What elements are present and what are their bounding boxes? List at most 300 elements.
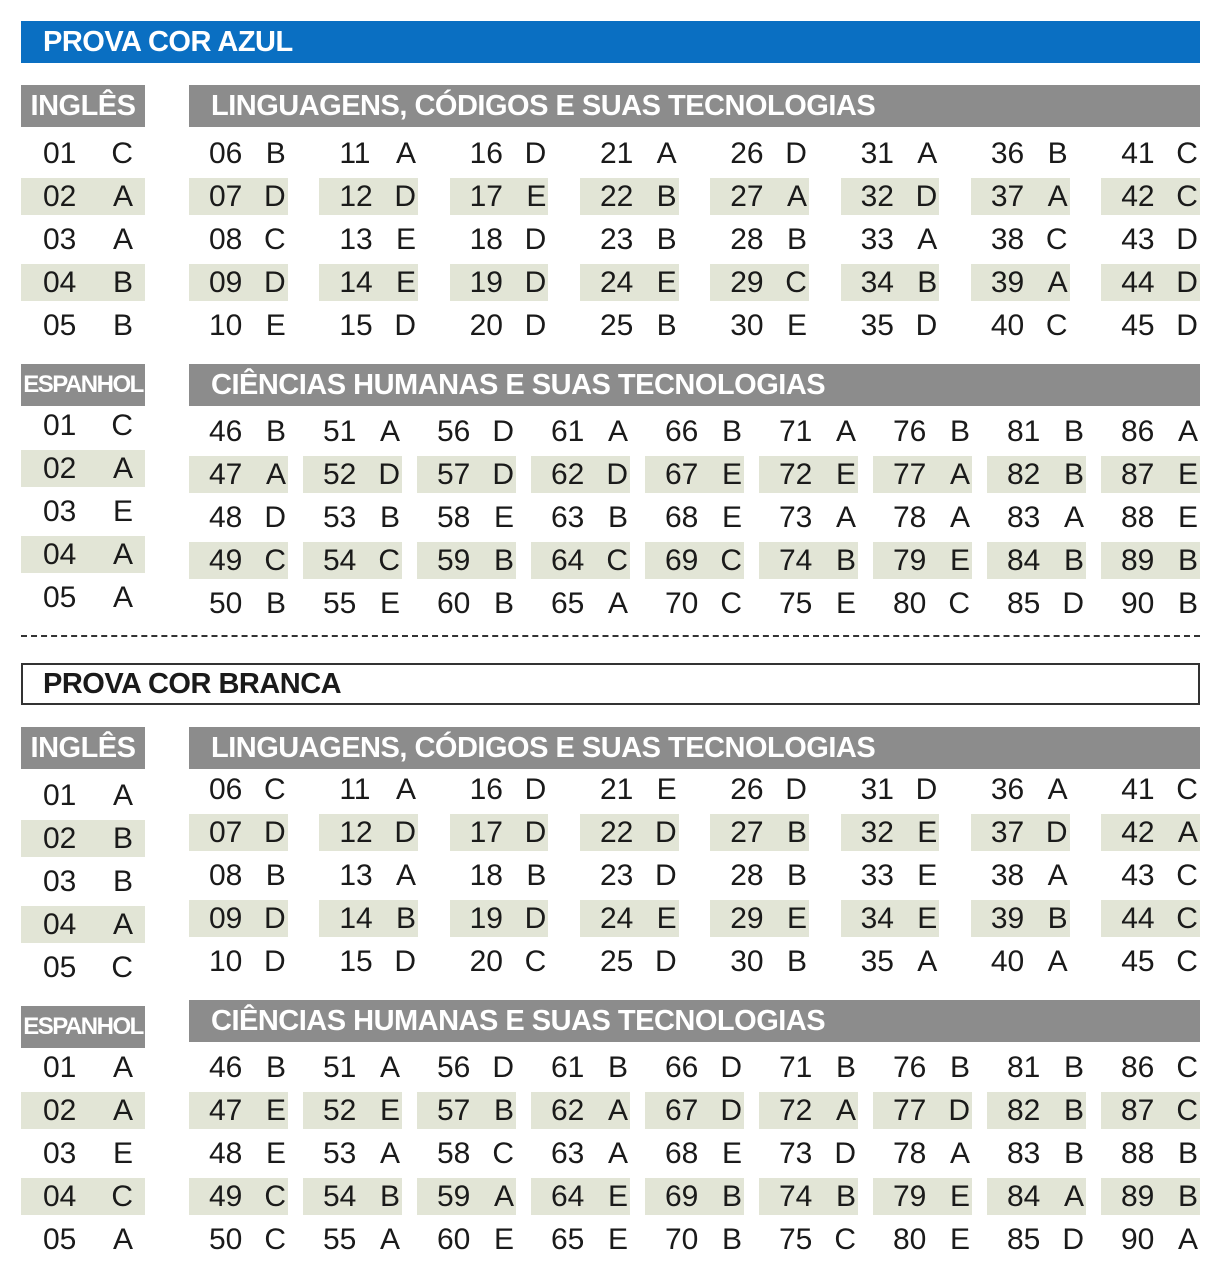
question-number: 76 bbox=[893, 414, 927, 448]
question-number: 20 bbox=[469, 308, 503, 342]
answer-letter: B bbox=[396, 901, 417, 935]
answer-cell bbox=[450, 771, 549, 808]
answer-cell bbox=[1101, 1049, 1200, 1086]
question-number: 71 bbox=[779, 414, 813, 448]
answer-cell bbox=[21, 1092, 145, 1129]
answer-cell bbox=[319, 857, 418, 894]
answer-letter: E bbox=[265, 1093, 286, 1127]
answer-cell bbox=[645, 1135, 744, 1172]
answer-cell bbox=[873, 499, 972, 536]
answer-letter: D bbox=[834, 1136, 856, 1170]
question-number: 02 bbox=[43, 451, 77, 485]
answer-letter: B bbox=[1047, 901, 1068, 935]
question-number: 83 bbox=[1007, 500, 1041, 534]
answer-letter: D bbox=[394, 815, 417, 849]
azul-ingles-header: INGLÊS bbox=[21, 85, 145, 127]
answer-letter: B bbox=[721, 1179, 742, 1213]
answer-letter: B bbox=[379, 1179, 400, 1213]
answer-cell bbox=[21, 536, 145, 573]
answer-cell bbox=[759, 499, 858, 536]
question-number: 45 bbox=[1121, 308, 1155, 342]
question-number: 84 bbox=[1007, 1179, 1041, 1213]
question-number: 27 bbox=[730, 179, 764, 213]
answer-cell bbox=[580, 943, 679, 980]
answer-cell bbox=[1101, 456, 1200, 493]
question-number: 03 bbox=[43, 494, 77, 528]
answer-letter: A bbox=[607, 414, 628, 448]
answer-cell bbox=[319, 135, 418, 172]
question-number: 39 bbox=[990, 901, 1025, 935]
answer-row bbox=[189, 1178, 1200, 1215]
question-number: 25 bbox=[599, 944, 634, 978]
answer-letter: C bbox=[1176, 772, 1198, 806]
answer-letter: D bbox=[606, 457, 628, 491]
answer-letter: B bbox=[1177, 543, 1198, 577]
answer-letter: D bbox=[524, 772, 547, 806]
answer-letter: A bbox=[379, 1050, 400, 1084]
answer-letter: A bbox=[1063, 500, 1084, 534]
question-number: 42 bbox=[1121, 179, 1155, 213]
answer-cell bbox=[303, 585, 402, 622]
answer-row bbox=[189, 1135, 1200, 1172]
answer-row bbox=[189, 264, 1200, 301]
answer-cell bbox=[21, 949, 145, 986]
answer-cell bbox=[1101, 221, 1200, 258]
azul-ingles-answers bbox=[21, 135, 145, 350]
question-number: 58 bbox=[437, 1136, 471, 1170]
answer-cell bbox=[450, 814, 549, 851]
answer-letter: A bbox=[949, 457, 970, 491]
question-number: 72 bbox=[779, 1093, 813, 1127]
answer-cell bbox=[450, 943, 549, 980]
answer-cell bbox=[303, 1178, 402, 1215]
answer-cell bbox=[319, 221, 418, 258]
question-number: 74 bbox=[779, 543, 813, 577]
question-number: 88 bbox=[1121, 1136, 1155, 1170]
question-number: 79 bbox=[893, 543, 927, 577]
answer-cell bbox=[841, 771, 940, 808]
answer-cell bbox=[1101, 1135, 1200, 1172]
answer-letter: E bbox=[656, 265, 677, 299]
question-number: 23 bbox=[599, 222, 634, 256]
answer-cell bbox=[21, 906, 145, 943]
answer-cell bbox=[417, 499, 516, 536]
answer-letter: A bbox=[396, 858, 417, 892]
question-number: 68 bbox=[665, 1136, 699, 1170]
question-number: 15 bbox=[339, 944, 373, 978]
answer-cell bbox=[580, 900, 679, 937]
answer-cell bbox=[189, 221, 288, 258]
answer-cell bbox=[710, 135, 809, 172]
question-number: 75 bbox=[779, 586, 813, 620]
answer-letter: D bbox=[1062, 586, 1084, 620]
answer-cell bbox=[841, 857, 940, 894]
answer-letter: B bbox=[786, 944, 807, 978]
question-number: 07 bbox=[209, 815, 243, 849]
question-number: 71 bbox=[779, 1050, 813, 1084]
question-number: 60 bbox=[437, 1222, 471, 1256]
answer-letter: D bbox=[1176, 308, 1198, 342]
answer-letter: A bbox=[1177, 414, 1198, 448]
answer-letter: C bbox=[111, 408, 133, 442]
answer-cell bbox=[987, 1092, 1086, 1129]
question-number: 39 bbox=[990, 265, 1025, 299]
answer-cell bbox=[189, 1092, 288, 1129]
answer-letter: C bbox=[111, 1179, 133, 1213]
answer-cell bbox=[759, 1135, 858, 1172]
answer-cell bbox=[759, 413, 858, 450]
answer-letter: E bbox=[1177, 457, 1198, 491]
answer-letter: E bbox=[917, 858, 938, 892]
question-number: 38 bbox=[990, 222, 1025, 256]
answer-letter: B bbox=[265, 586, 286, 620]
answer-cell bbox=[841, 307, 940, 344]
answer-cell bbox=[873, 1221, 972, 1258]
answer-letter: E bbox=[396, 265, 417, 299]
answer-letter: E bbox=[379, 586, 400, 620]
answer-cell bbox=[971, 135, 1070, 172]
answer-cell bbox=[531, 456, 630, 493]
question-number: 89 bbox=[1121, 1179, 1155, 1213]
question-number: 17 bbox=[469, 179, 503, 213]
branca-espanhol-answers bbox=[21, 1049, 145, 1264]
answer-letter: C bbox=[606, 543, 628, 577]
question-number: 23 bbox=[599, 858, 634, 892]
answer-letter: B bbox=[112, 308, 133, 342]
answer-letter: D bbox=[264, 901, 286, 935]
answer-cell bbox=[1101, 178, 1200, 215]
question-number: 70 bbox=[665, 1222, 699, 1256]
question-number: 24 bbox=[599, 901, 634, 935]
question-number: 34 bbox=[860, 265, 894, 299]
answer-row bbox=[189, 1092, 1200, 1129]
branca-ingles-header: INGLÊS bbox=[21, 727, 145, 769]
question-number: 26 bbox=[730, 772, 764, 806]
question-number: 84 bbox=[1007, 543, 1041, 577]
answer-cell bbox=[450, 264, 549, 301]
question-number: 06 bbox=[209, 772, 243, 806]
answer-letter: B bbox=[1177, 586, 1198, 620]
answer-letter: C bbox=[111, 136, 133, 170]
answer-cell bbox=[873, 1049, 972, 1086]
answer-letter: C bbox=[1176, 136, 1198, 170]
question-number: 59 bbox=[437, 543, 471, 577]
branca-humanas-header: CIÊNCIAS HUMANAS E SUAS TECNOLOGIAS bbox=[189, 1000, 1200, 1042]
answer-cell bbox=[303, 1049, 402, 1086]
question-number: 29 bbox=[730, 901, 764, 935]
answer-cell bbox=[450, 178, 549, 215]
answer-letter: C bbox=[264, 1179, 286, 1213]
question-number: 80 bbox=[893, 1222, 927, 1256]
answer-cell bbox=[971, 221, 1070, 258]
answer-letter: E bbox=[721, 457, 742, 491]
answer-letter: D bbox=[394, 179, 417, 213]
answer-letter: E bbox=[379, 1093, 400, 1127]
question-number: 45 bbox=[1121, 944, 1155, 978]
answer-cell bbox=[1101, 1092, 1200, 1129]
answer-cell bbox=[319, 814, 418, 851]
question-number: 49 bbox=[209, 543, 243, 577]
azul-humanas-grid bbox=[189, 413, 1200, 628]
question-number: 81 bbox=[1007, 414, 1041, 448]
answer-cell bbox=[21, 407, 145, 444]
answer-letter: E bbox=[917, 815, 938, 849]
question-number: 05 bbox=[43, 308, 77, 342]
answer-cell bbox=[971, 771, 1070, 808]
answer-letter: E bbox=[721, 500, 742, 534]
question-number: 80 bbox=[893, 586, 927, 620]
answer-cell bbox=[189, 1221, 288, 1258]
question-number: 40 bbox=[990, 944, 1025, 978]
answer-letter: E bbox=[112, 494, 133, 528]
answer-cell bbox=[450, 900, 549, 937]
question-number: 31 bbox=[860, 772, 894, 806]
question-number: 19 bbox=[469, 265, 503, 299]
answer-letter: A bbox=[112, 537, 133, 571]
answer-cell bbox=[1101, 135, 1200, 172]
answer-cell bbox=[21, 863, 145, 900]
answer-cell bbox=[987, 585, 1086, 622]
answer-letter: D bbox=[264, 179, 286, 213]
question-number: 51 bbox=[323, 414, 357, 448]
answer-cell bbox=[987, 1178, 1086, 1215]
answer-cell bbox=[531, 1135, 630, 1172]
answer-cell bbox=[450, 135, 549, 172]
answer-cell bbox=[841, 814, 940, 851]
answer-cell bbox=[971, 264, 1070, 301]
answer-letter: A bbox=[949, 500, 970, 534]
answer-letter: B bbox=[493, 586, 514, 620]
answer-cell bbox=[21, 135, 145, 172]
answer-letter: B bbox=[656, 222, 677, 256]
question-number: 52 bbox=[323, 457, 357, 491]
question-number: 22 bbox=[599, 179, 634, 213]
answer-letter: A bbox=[1047, 179, 1068, 213]
question-number: 13 bbox=[339, 858, 373, 892]
answer-cell bbox=[189, 307, 288, 344]
answer-letter: B bbox=[112, 821, 133, 855]
answer-letter: B bbox=[1063, 414, 1084, 448]
answer-letter: B bbox=[835, 1179, 856, 1213]
question-number: 37 bbox=[990, 179, 1025, 213]
answer-letter: A bbox=[112, 1050, 133, 1084]
answer-letter: B bbox=[1063, 1093, 1084, 1127]
question-number: 08 bbox=[209, 222, 243, 256]
answer-cell bbox=[987, 1135, 1086, 1172]
answer-cell bbox=[971, 857, 1070, 894]
answer-letter: C bbox=[264, 772, 286, 806]
branca-humanas-grid bbox=[189, 1049, 1200, 1264]
answer-cell bbox=[710, 814, 809, 851]
question-number: 57 bbox=[437, 1093, 471, 1127]
question-number: 33 bbox=[860, 858, 894, 892]
answer-cell bbox=[21, 820, 145, 857]
answer-letter: A bbox=[1063, 1179, 1084, 1213]
answer-letter: A bbox=[265, 457, 286, 491]
answer-cell bbox=[710, 943, 809, 980]
answer-cell bbox=[645, 1178, 744, 1215]
answer-cell bbox=[21, 1178, 145, 1215]
question-number: 40 bbox=[990, 308, 1025, 342]
answer-letter: B bbox=[656, 308, 677, 342]
answer-cell bbox=[21, 1221, 145, 1258]
question-number: 09 bbox=[209, 265, 243, 299]
answer-letter: C bbox=[492, 1136, 514, 1170]
question-number: 48 bbox=[209, 500, 243, 534]
answer-cell bbox=[759, 1049, 858, 1086]
azul-linguagens-grid bbox=[189, 135, 1200, 350]
question-number: 46 bbox=[209, 1050, 243, 1084]
answer-cell bbox=[21, 178, 145, 215]
answer-letter: B bbox=[493, 543, 514, 577]
question-number: 18 bbox=[469, 858, 503, 892]
question-number: 18 bbox=[469, 222, 503, 256]
answer-cell bbox=[580, 307, 679, 344]
question-number: 48 bbox=[209, 1136, 243, 1170]
question-number: 69 bbox=[665, 1179, 699, 1213]
answer-cell bbox=[645, 585, 744, 622]
answer-letter: B bbox=[112, 265, 133, 299]
question-number: 25 bbox=[599, 308, 634, 342]
answer-letter: C bbox=[1176, 179, 1198, 213]
answer-cell bbox=[319, 178, 418, 215]
question-number: 53 bbox=[323, 500, 357, 534]
answer-cell bbox=[303, 1135, 402, 1172]
answer-letter: A bbox=[835, 1093, 856, 1127]
answer-cell bbox=[319, 943, 418, 980]
answer-cell bbox=[531, 585, 630, 622]
answer-letter: B bbox=[949, 1050, 970, 1084]
answer-letter: A bbox=[835, 414, 856, 448]
answer-letter: B bbox=[265, 136, 286, 170]
question-number: 77 bbox=[893, 1093, 927, 1127]
question-number: 04 bbox=[43, 265, 77, 299]
answer-letter: B bbox=[721, 1222, 742, 1256]
answer-letter: E bbox=[949, 1222, 970, 1256]
answer-letter: E bbox=[607, 1179, 628, 1213]
question-number: 11 bbox=[339, 136, 371, 170]
answer-cell bbox=[645, 1049, 744, 1086]
azul-humanas-header: CIÊNCIAS HUMANAS E SUAS TECNOLOGIAS bbox=[189, 364, 1200, 406]
answer-cell bbox=[759, 1221, 858, 1258]
answer-letter: B bbox=[1063, 457, 1084, 491]
answer-letter: C bbox=[524, 944, 547, 978]
prova-azul-title: PROVA COR AZUL bbox=[21, 21, 1200, 63]
answer-cell bbox=[189, 943, 288, 980]
answer-letter: C bbox=[1045, 308, 1068, 342]
question-number: 10 bbox=[209, 308, 243, 342]
question-number: 01 bbox=[43, 136, 77, 170]
answer-cell bbox=[710, 307, 809, 344]
answer-cell bbox=[645, 542, 744, 579]
answer-cell bbox=[645, 499, 744, 536]
answer-cell bbox=[1101, 771, 1200, 808]
question-number: 55 bbox=[323, 586, 357, 620]
answer-letter: C bbox=[264, 222, 286, 256]
answer-letter: E bbox=[949, 543, 970, 577]
answer-row bbox=[189, 900, 1200, 937]
answer-cell bbox=[303, 1092, 402, 1129]
answer-letter: B bbox=[607, 1050, 628, 1084]
answer-letter: E bbox=[786, 901, 807, 935]
question-number: 03 bbox=[43, 864, 77, 898]
answer-cell bbox=[1101, 943, 1200, 980]
answer-row bbox=[189, 456, 1200, 493]
answer-cell bbox=[987, 456, 1086, 493]
question-number: 02 bbox=[43, 1093, 77, 1127]
question-number: 13 bbox=[339, 222, 373, 256]
question-number: 63 bbox=[551, 1136, 585, 1170]
answer-cell bbox=[21, 221, 145, 258]
answer-cell bbox=[580, 814, 679, 851]
answer-letter: A bbox=[112, 778, 133, 812]
question-number: 79 bbox=[893, 1179, 927, 1213]
branca-linguagens-grid bbox=[189, 771, 1200, 986]
answer-letter: D bbox=[394, 308, 417, 342]
answer-cell bbox=[189, 771, 288, 808]
answer-cell bbox=[710, 221, 809, 258]
question-number: 64 bbox=[551, 1179, 585, 1213]
answer-letter: D bbox=[264, 944, 286, 978]
answer-cell bbox=[189, 900, 288, 937]
answer-row bbox=[189, 943, 1200, 980]
answer-cell bbox=[841, 900, 940, 937]
answer-letter: A bbox=[112, 1093, 133, 1127]
answer-cell bbox=[759, 456, 858, 493]
question-number: 26 bbox=[730, 136, 764, 170]
question-number: 85 bbox=[1007, 586, 1041, 620]
answer-letter: E bbox=[396, 222, 417, 256]
answer-cell bbox=[417, 1178, 516, 1215]
answer-letter: D bbox=[785, 772, 807, 806]
answer-cell bbox=[303, 1221, 402, 1258]
question-number: 85 bbox=[1007, 1222, 1041, 1256]
answer-letter: A bbox=[917, 222, 938, 256]
question-number: 47 bbox=[209, 1093, 243, 1127]
question-number: 89 bbox=[1121, 543, 1155, 577]
question-number: 12 bbox=[339, 815, 373, 849]
answer-letter: A bbox=[379, 1136, 400, 1170]
answer-letter: A bbox=[607, 1136, 628, 1170]
question-number: 01 bbox=[43, 1050, 77, 1084]
answer-cell bbox=[303, 413, 402, 450]
answer-letter: A bbox=[396, 136, 417, 170]
answer-letter: B bbox=[112, 864, 133, 898]
answer-letter: D bbox=[654, 815, 677, 849]
question-number: 14 bbox=[339, 901, 373, 935]
answer-cell bbox=[189, 135, 288, 172]
answer-cell bbox=[531, 1221, 630, 1258]
answer-letter: D bbox=[948, 1093, 970, 1127]
answer-cell bbox=[987, 413, 1086, 450]
answer-letter: B bbox=[1063, 1050, 1084, 1084]
question-number: 24 bbox=[599, 265, 634, 299]
answer-letter: A bbox=[379, 1222, 400, 1256]
answer-cell bbox=[450, 307, 549, 344]
answer-cell bbox=[759, 1178, 858, 1215]
answer-cell bbox=[189, 814, 288, 851]
answer-cell bbox=[873, 1135, 972, 1172]
answer-cell bbox=[971, 943, 1070, 980]
answer-cell bbox=[873, 413, 972, 450]
question-number: 58 bbox=[437, 500, 471, 534]
answer-letter: C bbox=[264, 1222, 286, 1256]
answer-cell bbox=[319, 264, 418, 301]
question-number: 82 bbox=[1007, 1093, 1041, 1127]
question-number: 03 bbox=[43, 1136, 77, 1170]
answer-letter: C bbox=[1176, 858, 1198, 892]
question-number: 88 bbox=[1121, 500, 1155, 534]
